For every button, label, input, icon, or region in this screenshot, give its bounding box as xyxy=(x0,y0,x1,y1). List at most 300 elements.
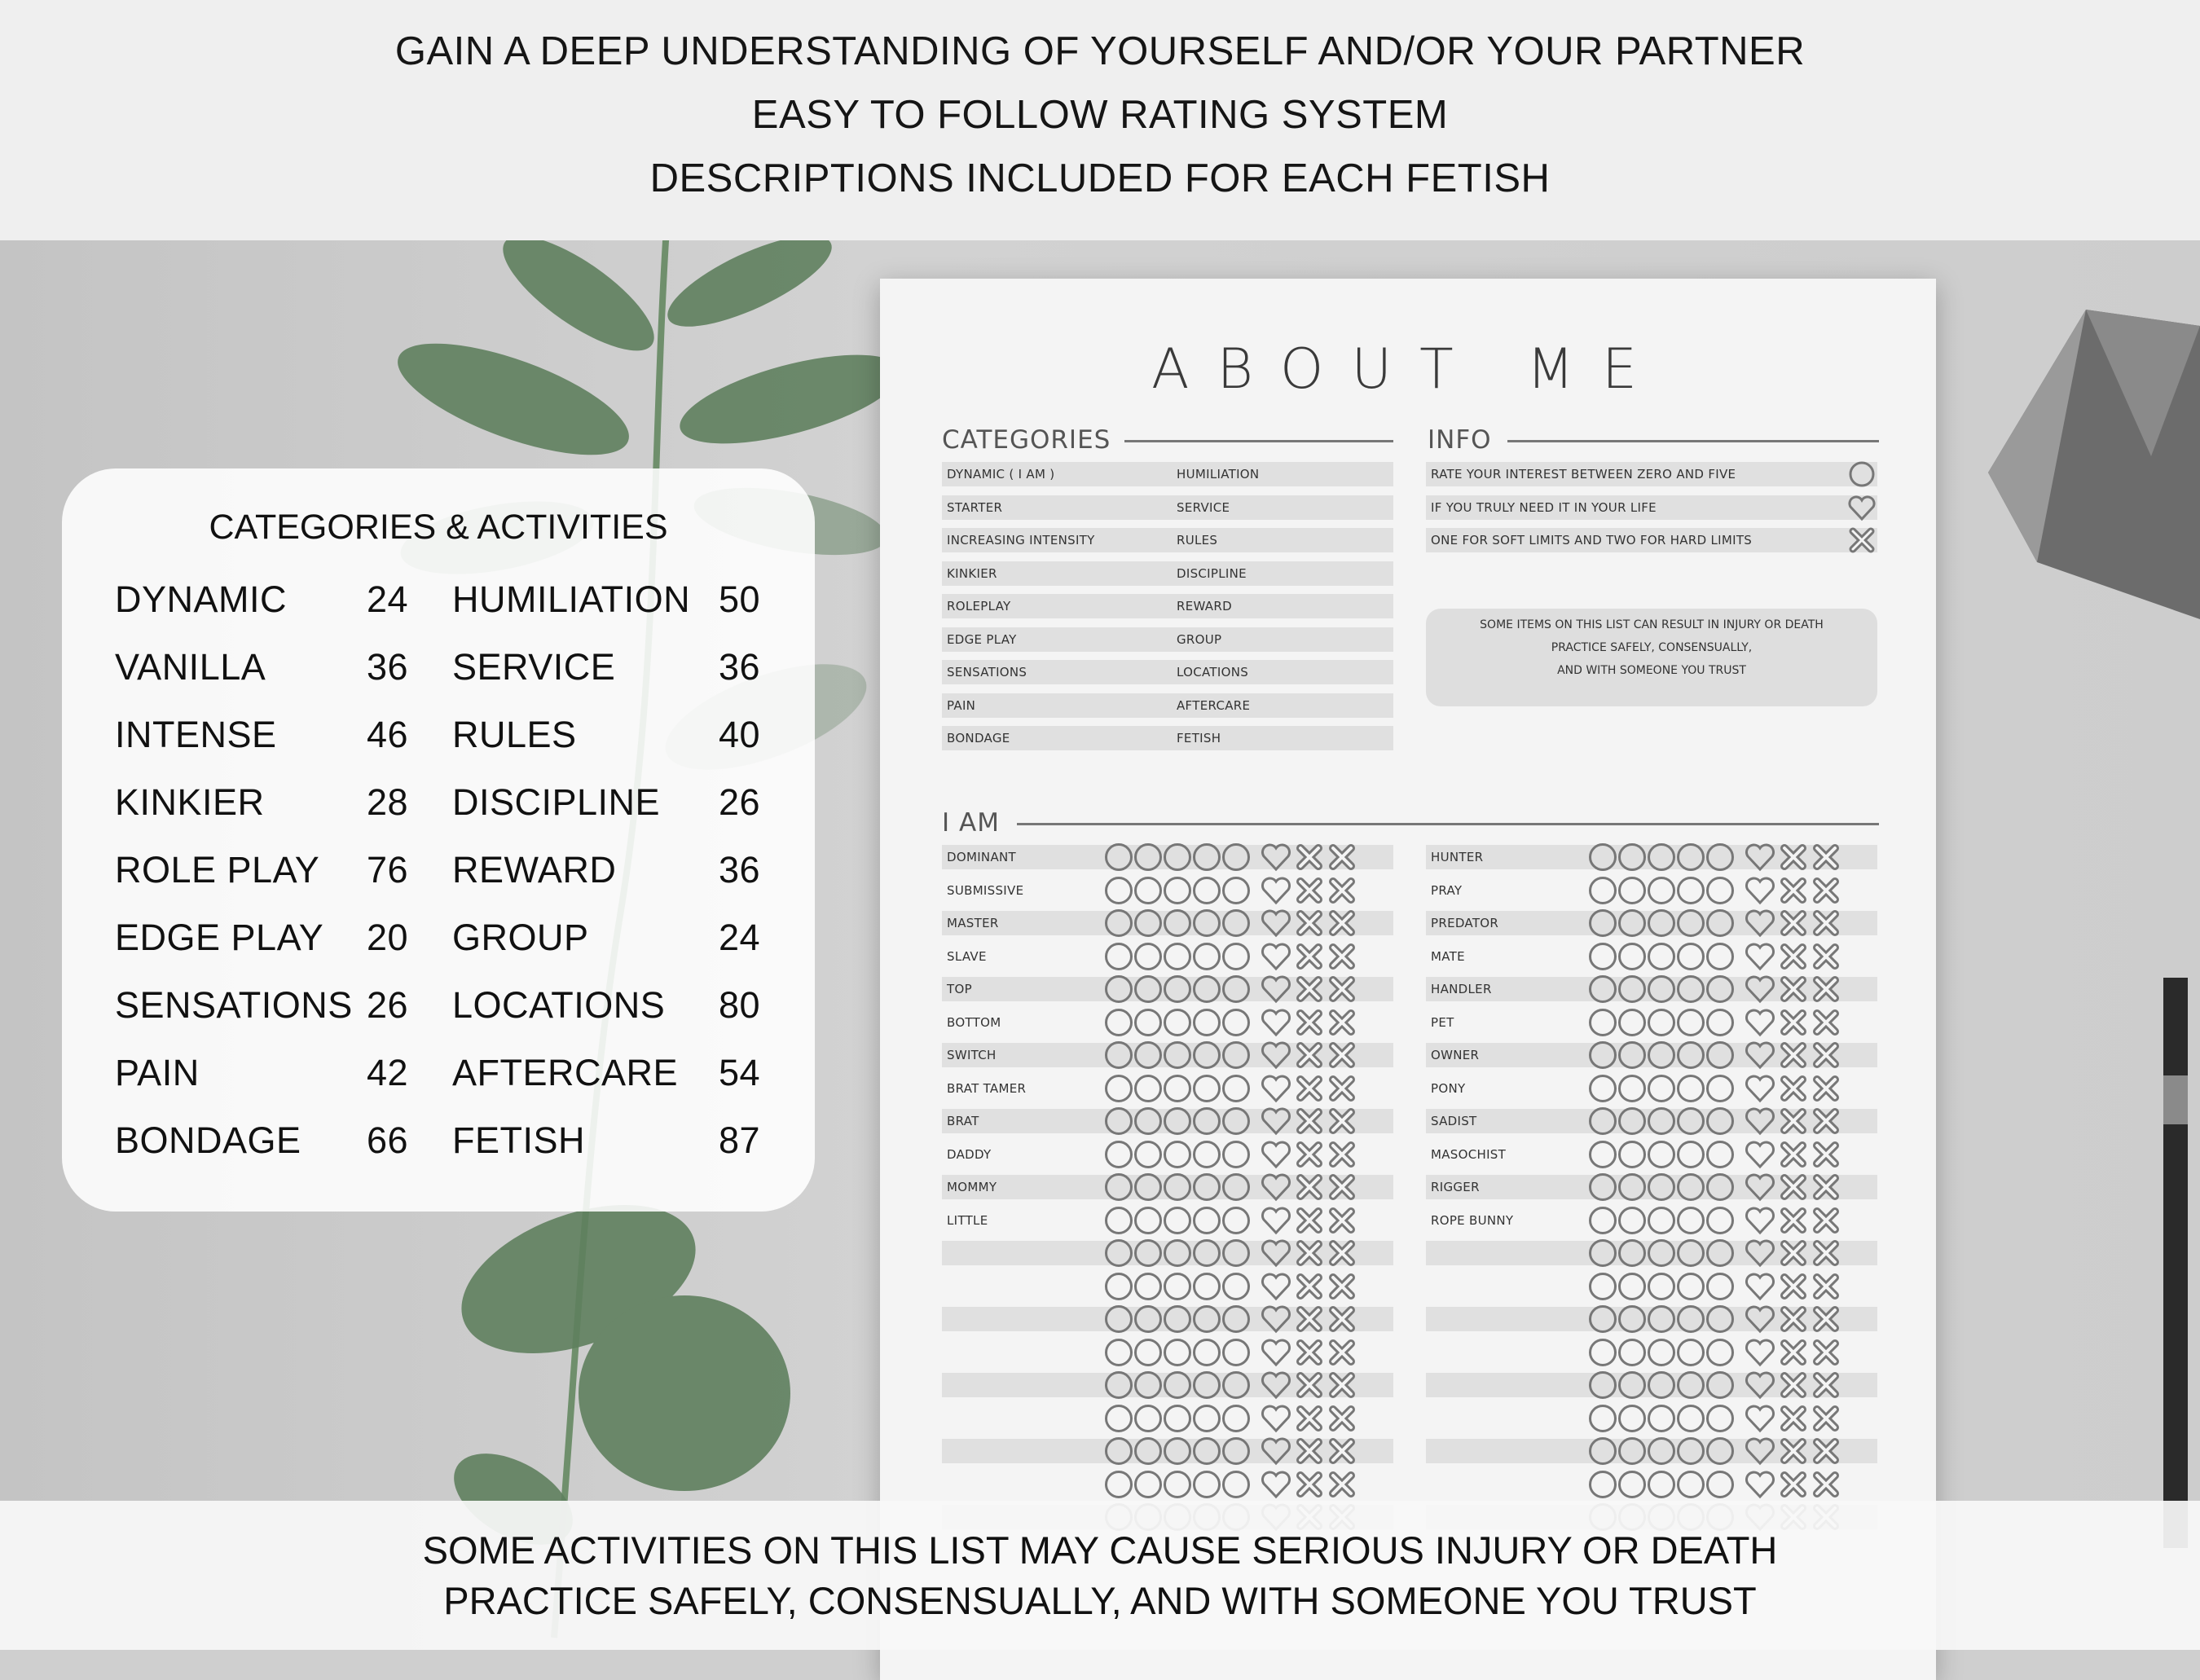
heart-icon[interactable] xyxy=(1260,1073,1292,1104)
cross-icon[interactable] xyxy=(1294,1403,1325,1434)
rating-circle[interactable] xyxy=(1618,1437,1646,1465)
cross-icon[interactable] xyxy=(1778,1073,1809,1104)
rating-circle[interactable] xyxy=(1648,1273,1675,1300)
heart-icon[interactable] xyxy=(1260,941,1292,972)
rating-circle[interactable] xyxy=(1222,1141,1250,1168)
rating-circle[interactable] xyxy=(1222,975,1250,1003)
heart-icon[interactable] xyxy=(1744,1469,1776,1500)
heart-icon[interactable] xyxy=(1260,1304,1292,1335)
rating-circle[interactable] xyxy=(1105,1437,1133,1465)
heart-icon[interactable] xyxy=(1744,1139,1776,1170)
cross-icon[interactable] xyxy=(1294,1370,1325,1401)
rating-circle[interactable] xyxy=(1193,943,1221,970)
cross-icon[interactable] xyxy=(1294,1304,1325,1335)
rating-circle[interactable] xyxy=(1589,1339,1617,1366)
rating-circle[interactable] xyxy=(1193,1273,1221,1300)
rating-circle[interactable] xyxy=(1134,1041,1162,1069)
cross-icon[interactable] xyxy=(1811,908,1841,939)
rating-circle[interactable] xyxy=(1589,1273,1617,1300)
rating-circle[interactable] xyxy=(1134,1405,1162,1432)
rating-circle[interactable] xyxy=(1134,943,1162,970)
rating-circle[interactable] xyxy=(1105,843,1133,871)
rating-circle[interactable] xyxy=(1222,1173,1250,1201)
rating-circle[interactable] xyxy=(1193,1107,1221,1135)
cross-icon[interactable] xyxy=(1811,1007,1841,1038)
rating-circle[interactable] xyxy=(1618,1339,1646,1366)
cross-icon[interactable] xyxy=(1811,941,1841,972)
heart-icon[interactable] xyxy=(1744,1007,1776,1038)
rating-circle[interactable] xyxy=(1164,1305,1191,1333)
cross-icon[interactable] xyxy=(1811,1040,1841,1071)
rating-circle[interactable] xyxy=(1222,943,1250,970)
rating-circle[interactable] xyxy=(1164,877,1191,904)
rating-circle[interactable] xyxy=(1105,1041,1133,1069)
cross-icon[interactable] xyxy=(1294,1106,1325,1137)
cross-icon[interactable] xyxy=(1811,1271,1841,1302)
rating-circle[interactable] xyxy=(1618,975,1646,1003)
cross-icon[interactable] xyxy=(1327,974,1357,1005)
rating-circle[interactable] xyxy=(1706,1371,1734,1399)
rating-circle[interactable] xyxy=(1677,909,1705,937)
cross-icon[interactable] xyxy=(1294,1238,1325,1269)
rating-circle[interactable] xyxy=(1164,1437,1191,1465)
rating-circle[interactable] xyxy=(1677,1075,1705,1102)
rating-circle[interactable] xyxy=(1648,843,1675,871)
heart-icon[interactable] xyxy=(1744,1205,1776,1236)
rating-circle[interactable] xyxy=(1589,975,1617,1003)
heart-icon[interactable] xyxy=(1260,1469,1292,1500)
rating-circle[interactable] xyxy=(1193,1173,1221,1201)
rating-circle[interactable] xyxy=(1193,909,1221,937)
rating-circle[interactable] xyxy=(1706,1239,1734,1267)
rating-circle[interactable] xyxy=(1648,1009,1675,1036)
cross-icon[interactable] xyxy=(1294,1139,1325,1170)
rating-circle[interactable] xyxy=(1164,1075,1191,1102)
rating-circle[interactable] xyxy=(1222,1371,1250,1399)
rating-circle[interactable] xyxy=(1589,1471,1617,1498)
rating-circle[interactable] xyxy=(1164,1339,1191,1366)
rating-circle[interactable] xyxy=(1222,1405,1250,1432)
cross-icon[interactable] xyxy=(1327,842,1357,873)
rating-circle[interactable] xyxy=(1164,843,1191,871)
rating-circle[interactable] xyxy=(1589,1371,1617,1399)
rating-circle[interactable] xyxy=(1134,1305,1162,1333)
cross-icon[interactable] xyxy=(1327,1469,1357,1500)
rating-circle[interactable] xyxy=(1589,843,1617,871)
rating-circle[interactable] xyxy=(1706,1437,1734,1465)
rating-circle[interactable] xyxy=(1618,943,1646,970)
rating-circle[interactable] xyxy=(1105,1305,1133,1333)
rating-circle[interactable] xyxy=(1706,1041,1734,1069)
heart-icon[interactable] xyxy=(1260,1172,1292,1203)
cross-icon[interactable] xyxy=(1778,875,1809,906)
rating-circle[interactable] xyxy=(1222,1009,1250,1036)
cross-icon[interactable] xyxy=(1811,1139,1841,1170)
rating-circle[interactable] xyxy=(1677,1305,1705,1333)
heart-icon[interactable] xyxy=(1744,1172,1776,1203)
rating-circle[interactable] xyxy=(1164,943,1191,970)
cross-icon[interactable] xyxy=(1811,875,1841,906)
cross-icon[interactable] xyxy=(1327,1205,1357,1236)
heart-icon[interactable] xyxy=(1260,1205,1292,1236)
heart-icon[interactable] xyxy=(1744,1370,1776,1401)
heart-icon[interactable] xyxy=(1744,941,1776,972)
rating-circle[interactable] xyxy=(1134,1371,1162,1399)
rating-circle[interactable] xyxy=(1618,1405,1646,1432)
cross-icon[interactable] xyxy=(1294,1205,1325,1236)
cross-icon[interactable] xyxy=(1778,1106,1809,1137)
rating-circle[interactable] xyxy=(1105,1207,1133,1234)
cross-icon[interactable] xyxy=(1327,908,1357,939)
rating-circle[interactable] xyxy=(1105,1273,1133,1300)
rating-circle[interactable] xyxy=(1164,1239,1191,1267)
rating-circle[interactable] xyxy=(1134,1107,1162,1135)
heart-icon[interactable] xyxy=(1260,974,1292,1005)
rating-circle[interactable] xyxy=(1618,1273,1646,1300)
heart-icon[interactable] xyxy=(1744,908,1776,939)
cross-icon[interactable] xyxy=(1811,1106,1841,1137)
heart-icon[interactable] xyxy=(1744,1436,1776,1467)
rating-circle[interactable] xyxy=(1706,909,1734,937)
rating-circle[interactable] xyxy=(1677,1009,1705,1036)
cross-icon[interactable] xyxy=(1327,1403,1357,1434)
rating-circle[interactable] xyxy=(1648,1405,1675,1432)
rating-circle[interactable] xyxy=(1677,1405,1705,1432)
cross-icon[interactable] xyxy=(1778,1271,1809,1302)
rating-circle[interactable] xyxy=(1222,1207,1250,1234)
cross-icon[interactable] xyxy=(1778,842,1809,873)
heart-icon[interactable] xyxy=(1260,1337,1292,1368)
cross-icon[interactable] xyxy=(1811,1205,1841,1236)
rating-circle[interactable] xyxy=(1134,1141,1162,1168)
cross-icon[interactable] xyxy=(1294,941,1325,972)
cross-icon[interactable] xyxy=(1327,1337,1357,1368)
rating-circle[interactable] xyxy=(1677,877,1705,904)
cross-icon[interactable] xyxy=(1778,908,1809,939)
cross-icon[interactable] xyxy=(1294,1337,1325,1368)
rating-circle[interactable] xyxy=(1134,909,1162,937)
rating-circle[interactable] xyxy=(1706,1107,1734,1135)
rating-circle[interactable] xyxy=(1677,1141,1705,1168)
rating-circle[interactable] xyxy=(1648,1437,1675,1465)
rating-circle[interactable] xyxy=(1222,1471,1250,1498)
heart-icon[interactable] xyxy=(1260,908,1292,939)
rating-circle[interactable] xyxy=(1164,1173,1191,1201)
rating-circle[interactable] xyxy=(1164,1041,1191,1069)
rating-circle[interactable] xyxy=(1706,943,1734,970)
rating-circle[interactable] xyxy=(1706,877,1734,904)
rating-circle[interactable] xyxy=(1193,877,1221,904)
heart-icon[interactable] xyxy=(1260,1238,1292,1269)
rating-circle[interactable] xyxy=(1618,1207,1646,1234)
cross-icon[interactable] xyxy=(1327,1436,1357,1467)
rating-circle[interactable] xyxy=(1164,1273,1191,1300)
rating-circle[interactable] xyxy=(1648,1371,1675,1399)
heart-icon[interactable] xyxy=(1744,1304,1776,1335)
rating-circle[interactable] xyxy=(1648,909,1675,937)
rating-circle[interactable] xyxy=(1618,1141,1646,1168)
heart-icon[interactable] xyxy=(1744,842,1776,873)
rating-circle[interactable] xyxy=(1589,1009,1617,1036)
rating-circle[interactable] xyxy=(1105,1075,1133,1102)
rating-circle[interactable] xyxy=(1618,1173,1646,1201)
rating-circle[interactable] xyxy=(1105,975,1133,1003)
rating-circle[interactable] xyxy=(1134,1273,1162,1300)
cross-icon[interactable] xyxy=(1327,1106,1357,1137)
rating-circle[interactable] xyxy=(1706,1173,1734,1201)
rating-circle[interactable] xyxy=(1134,877,1162,904)
rating-circle[interactable] xyxy=(1164,909,1191,937)
cross-icon[interactable] xyxy=(1778,1172,1809,1203)
rating-circle[interactable] xyxy=(1706,843,1734,871)
heart-icon[interactable] xyxy=(1744,1271,1776,1302)
cross-icon[interactable] xyxy=(1294,1040,1325,1071)
cross-icon[interactable] xyxy=(1778,1205,1809,1236)
rating-circle[interactable] xyxy=(1193,1371,1221,1399)
cross-icon[interactable] xyxy=(1811,1370,1841,1401)
cross-icon[interactable] xyxy=(1327,1370,1357,1401)
rating-circle[interactable] xyxy=(1105,1009,1133,1036)
heart-icon[interactable] xyxy=(1744,1337,1776,1368)
rating-circle[interactable] xyxy=(1618,1371,1646,1399)
rating-circle[interactable] xyxy=(1648,877,1675,904)
rating-circle[interactable] xyxy=(1677,1107,1705,1135)
cross-icon[interactable] xyxy=(1778,1040,1809,1071)
rating-circle[interactable] xyxy=(1164,1371,1191,1399)
cross-icon[interactable] xyxy=(1327,1271,1357,1302)
rating-circle[interactable] xyxy=(1677,975,1705,1003)
rating-circle[interactable] xyxy=(1164,1107,1191,1135)
rating-circle[interactable] xyxy=(1222,843,1250,871)
rating-circle[interactable] xyxy=(1677,943,1705,970)
rating-circle[interactable] xyxy=(1618,909,1646,937)
rating-circle[interactable] xyxy=(1134,1075,1162,1102)
cross-icon[interactable] xyxy=(1327,1304,1357,1335)
rating-circle[interactable] xyxy=(1105,877,1133,904)
cross-icon[interactable] xyxy=(1811,1337,1841,1368)
rating-circle[interactable] xyxy=(1648,1075,1675,1102)
rating-circle[interactable] xyxy=(1648,975,1675,1003)
cross-icon[interactable] xyxy=(1327,1172,1357,1203)
cross-icon[interactable] xyxy=(1327,1238,1357,1269)
rating-circle[interactable] xyxy=(1193,1009,1221,1036)
rating-circle[interactable] xyxy=(1618,877,1646,904)
cross-icon[interactable] xyxy=(1327,1139,1357,1170)
rating-circle[interactable] xyxy=(1648,1305,1675,1333)
cross-icon[interactable] xyxy=(1327,941,1357,972)
rating-circle[interactable] xyxy=(1618,1239,1646,1267)
rating-circle[interactable] xyxy=(1589,877,1617,904)
rating-circle[interactable] xyxy=(1105,943,1133,970)
rating-circle[interactable] xyxy=(1618,1009,1646,1036)
rating-circle[interactable] xyxy=(1193,1207,1221,1234)
rating-circle[interactable] xyxy=(1589,943,1617,970)
cross-icon[interactable] xyxy=(1778,1007,1809,1038)
rating-circle[interactable] xyxy=(1589,909,1617,937)
rating-circle[interactable] xyxy=(1134,1009,1162,1036)
rating-circle[interactable] xyxy=(1222,877,1250,904)
cross-icon[interactable] xyxy=(1294,974,1325,1005)
cross-icon[interactable] xyxy=(1294,1073,1325,1104)
rating-circle[interactable] xyxy=(1706,1009,1734,1036)
rating-circle[interactable] xyxy=(1648,1471,1675,1498)
rating-circle[interactable] xyxy=(1648,1041,1675,1069)
rating-circle[interactable] xyxy=(1193,1471,1221,1498)
rating-circle[interactable] xyxy=(1589,1075,1617,1102)
rating-circle[interactable] xyxy=(1677,1239,1705,1267)
rating-circle[interactable] xyxy=(1193,1305,1221,1333)
rating-circle[interactable] xyxy=(1222,1107,1250,1135)
rating-circle[interactable] xyxy=(1677,1273,1705,1300)
cross-icon[interactable] xyxy=(1327,1073,1357,1104)
rating-circle[interactable] xyxy=(1677,1207,1705,1234)
rating-circle[interactable] xyxy=(1706,1075,1734,1102)
rating-circle[interactable] xyxy=(1164,1471,1191,1498)
rating-circle[interactable] xyxy=(1193,1141,1221,1168)
cross-icon[interactable] xyxy=(1294,1469,1325,1500)
rating-circle[interactable] xyxy=(1706,1471,1734,1498)
rating-circle[interactable] xyxy=(1164,975,1191,1003)
heart-icon[interactable] xyxy=(1260,1040,1292,1071)
rating-circle[interactable] xyxy=(1134,1437,1162,1465)
cross-icon[interactable] xyxy=(1294,842,1325,873)
rating-circle[interactable] xyxy=(1222,1339,1250,1366)
rating-circle[interactable] xyxy=(1677,1339,1705,1366)
cross-icon[interactable] xyxy=(1811,1469,1841,1500)
rating-circle[interactable] xyxy=(1618,1305,1646,1333)
heart-icon[interactable] xyxy=(1260,1403,1292,1434)
heart-icon[interactable] xyxy=(1260,1139,1292,1170)
heart-icon[interactable] xyxy=(1744,1403,1776,1434)
heart-icon[interactable] xyxy=(1744,974,1776,1005)
rating-circle[interactable] xyxy=(1589,1173,1617,1201)
heart-icon[interactable] xyxy=(1260,1271,1292,1302)
cross-icon[interactable] xyxy=(1811,974,1841,1005)
rating-circle[interactable] xyxy=(1618,843,1646,871)
rating-circle[interactable] xyxy=(1589,1107,1617,1135)
rating-circle[interactable] xyxy=(1706,1405,1734,1432)
rating-circle[interactable] xyxy=(1706,1273,1734,1300)
rating-circle[interactable] xyxy=(1193,1339,1221,1366)
heart-icon[interactable] xyxy=(1260,1436,1292,1467)
rating-circle[interactable] xyxy=(1589,1207,1617,1234)
rating-circle[interactable] xyxy=(1589,1239,1617,1267)
cross-icon[interactable] xyxy=(1294,1271,1325,1302)
heart-icon[interactable] xyxy=(1744,1238,1776,1269)
rating-circle[interactable] xyxy=(1648,1107,1675,1135)
rating-circle[interactable] xyxy=(1193,1437,1221,1465)
rating-circle[interactable] xyxy=(1105,1141,1133,1168)
rating-circle[interactable] xyxy=(1193,1075,1221,1102)
rating-circle[interactable] xyxy=(1105,1107,1133,1135)
heart-icon[interactable] xyxy=(1260,875,1292,906)
rating-circle[interactable] xyxy=(1164,1141,1191,1168)
rating-circle[interactable] xyxy=(1648,1141,1675,1168)
rating-circle[interactable] xyxy=(1164,1009,1191,1036)
rating-circle[interactable] xyxy=(1222,1239,1250,1267)
rating-circle[interactable] xyxy=(1105,1173,1133,1201)
rating-circle[interactable] xyxy=(1706,975,1734,1003)
cross-icon[interactable] xyxy=(1811,842,1841,873)
heart-icon[interactable] xyxy=(1260,842,1292,873)
rating-circle[interactable] xyxy=(1105,1239,1133,1267)
rating-circle[interactable] xyxy=(1618,1107,1646,1135)
rating-circle[interactable] xyxy=(1618,1471,1646,1498)
heart-icon[interactable] xyxy=(1744,875,1776,906)
cross-icon[interactable] xyxy=(1327,875,1357,906)
rating-circle[interactable] xyxy=(1648,1239,1675,1267)
cross-icon[interactable] xyxy=(1294,875,1325,906)
rating-circle[interactable] xyxy=(1105,1339,1133,1366)
heart-icon[interactable] xyxy=(1744,1073,1776,1104)
rating-circle[interactable] xyxy=(1134,843,1162,871)
cross-icon[interactable] xyxy=(1778,974,1809,1005)
rating-circle[interactable] xyxy=(1706,1305,1734,1333)
rating-circle[interactable] xyxy=(1105,1405,1133,1432)
cross-icon[interactable] xyxy=(1811,1172,1841,1203)
cross-icon[interactable] xyxy=(1778,1139,1809,1170)
cross-icon[interactable] xyxy=(1778,1469,1809,1500)
heart-icon[interactable] xyxy=(1744,1106,1776,1137)
rating-circle[interactable] xyxy=(1706,1339,1734,1366)
rating-circle[interactable] xyxy=(1105,1371,1133,1399)
cross-icon[interactable] xyxy=(1778,1436,1809,1467)
rating-circle[interactable] xyxy=(1677,1041,1705,1069)
cross-icon[interactable] xyxy=(1327,1040,1357,1071)
cross-icon[interactable] xyxy=(1811,1436,1841,1467)
rating-circle[interactable] xyxy=(1164,1207,1191,1234)
cross-icon[interactable] xyxy=(1294,1172,1325,1203)
rating-circle[interactable] xyxy=(1677,1173,1705,1201)
rating-circle[interactable] xyxy=(1222,1437,1250,1465)
rating-circle[interactable] xyxy=(1193,1041,1221,1069)
cross-icon[interactable] xyxy=(1811,1073,1841,1104)
rating-circle[interactable] xyxy=(1134,1239,1162,1267)
cross-icon[interactable] xyxy=(1778,1337,1809,1368)
rating-circle[interactable] xyxy=(1648,1173,1675,1201)
cross-icon[interactable] xyxy=(1811,1238,1841,1269)
rating-circle[interactable] xyxy=(1648,1207,1675,1234)
cross-icon[interactable] xyxy=(1294,1436,1325,1467)
rating-circle[interactable] xyxy=(1222,909,1250,937)
rating-circle[interactable] xyxy=(1193,843,1221,871)
cross-icon[interactable] xyxy=(1811,1304,1841,1335)
cross-icon[interactable] xyxy=(1778,1238,1809,1269)
rating-circle[interactable] xyxy=(1677,1471,1705,1498)
rating-circle[interactable] xyxy=(1589,1041,1617,1069)
cross-icon[interactable] xyxy=(1778,1304,1809,1335)
rating-circle[interactable] xyxy=(1134,1471,1162,1498)
rating-circle[interactable] xyxy=(1677,1371,1705,1399)
rating-circle[interactable] xyxy=(1589,1405,1617,1432)
cross-icon[interactable] xyxy=(1294,1007,1325,1038)
rating-circle[interactable] xyxy=(1677,843,1705,871)
rating-circle[interactable] xyxy=(1193,975,1221,1003)
rating-circle[interactable] xyxy=(1134,1173,1162,1201)
cross-icon[interactable] xyxy=(1811,1403,1841,1434)
cross-icon[interactable] xyxy=(1327,1007,1357,1038)
rating-circle[interactable] xyxy=(1134,1339,1162,1366)
cross-icon[interactable] xyxy=(1778,941,1809,972)
heart-icon[interactable] xyxy=(1744,1040,1776,1071)
rating-circle[interactable] xyxy=(1589,1141,1617,1168)
rating-circle[interactable] xyxy=(1193,1239,1221,1267)
rating-circle[interactable] xyxy=(1222,1305,1250,1333)
rating-circle[interactable] xyxy=(1589,1437,1617,1465)
rating-circle[interactable] xyxy=(1222,1273,1250,1300)
cross-icon[interactable] xyxy=(1778,1370,1809,1401)
rating-circle[interactable] xyxy=(1648,943,1675,970)
